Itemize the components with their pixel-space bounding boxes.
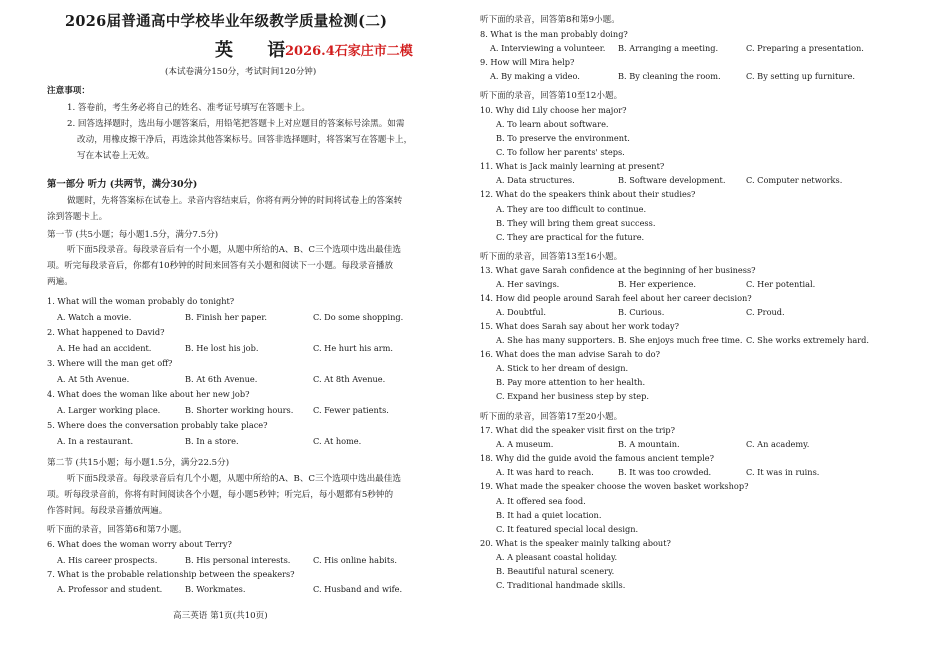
- option-c: C. It was in ruins.: [746, 467, 820, 477]
- exam-title: 2026届普通高中学校毕业年级教学质量检测(二): [65, 13, 388, 30]
- option-c: C. She works extremely hard.: [746, 335, 870, 345]
- section1-intro-2: 项。听完每段录音后，你都有10秒钟的时间来回答有关小题和阅读下一小题。每段录音播放: [47, 261, 394, 271]
- question-text: 3. Where will the man get off?: [47, 358, 173, 368]
- option-a: A. To learn about software.: [496, 119, 609, 129]
- question-text: 18. Why did the guide avoid the famous ancient temple?: [480, 453, 715, 463]
- option-b: B. Her experience.: [618, 279, 696, 289]
- question-text: 5. Where does the conversation probably take place?: [47, 420, 268, 430]
- score-time: (本试卷满分150分，考试时间120分钟): [165, 67, 317, 77]
- note-item-2-cont: 改动，用橡皮擦干净后，再选涂其他答案标号。回答非选择题时，将答案写在答题卡上，: [77, 135, 413, 145]
- listen-8-9: 听下面的录音，回答第8和第9小题。: [480, 15, 620, 25]
- option-a: A. He had an accident.: [57, 343, 152, 353]
- listen-10-12: 听下面的录音，回答第10至12小题。: [480, 91, 623, 101]
- option-c: C. His online habits.: [313, 555, 398, 565]
- question-text: 1. What will the woman probably do tonight?: [47, 296, 235, 306]
- option-b: B. He lost his job.: [185, 343, 259, 353]
- notes-heading: 注意事项：: [47, 86, 90, 96]
- option-a: A. They are too difficult to continue.: [496, 204, 647, 214]
- option-a: A. Larger working place.: [57, 405, 161, 415]
- option-b: B. Pay more attention to her health.: [496, 377, 646, 387]
- option-c: C. Expand her business step by step.: [496, 391, 649, 401]
- option-a: A. Professor and student.: [57, 584, 163, 594]
- option-b: B. It was too crowded.: [618, 467, 712, 477]
- page-footer: 高三英语 第1页(共10页): [173, 611, 268, 621]
- option-a: A. In a restaurant.: [57, 436, 134, 446]
- option-a: A. It offered sea food.: [496, 496, 586, 506]
- option-a: A. Interviewing a volunteer.: [490, 43, 606, 53]
- section1-intro-1: 听下面5段录音。每段录音后有一个小题，从题中所给的A、B、C三个选项中选出最佳选: [67, 245, 401, 255]
- option-c: C. By setting up furniture.: [746, 71, 855, 81]
- question-text: 12. What do the speakers think about their studies?: [480, 189, 696, 199]
- option-b: B. A mountain.: [618, 439, 680, 449]
- part1-intro-1: 做题时，先将答案标在试卷上。录音内容结束后，你将有两分钟的时间将试卷上的答案转: [67, 196, 403, 206]
- option-c: C. At home.: [313, 436, 362, 446]
- section2-intro-1: 听下面5段录音。每段录音后有几个小题，从题中所给的A、B、C三个选项中选出最佳选: [67, 474, 401, 484]
- option-a: A. Stick to her dream of design.: [496, 363, 629, 373]
- option-b: B. Finish her paper.: [185, 312, 267, 322]
- question-text: 8. What is the man probably doing?: [480, 29, 628, 39]
- question-text: 9. How will Mira help?: [480, 57, 575, 67]
- option-c: C. At 8th Avenue.: [313, 374, 386, 384]
- part1-heading: 第一部分 听力 (共两节，满分30分): [47, 179, 198, 190]
- option-a: A. By making a video.: [490, 71, 580, 81]
- option-c: C. Husband and wife.: [313, 584, 403, 594]
- option-b: B. His personal interests.: [185, 555, 291, 565]
- option-b: B. Arranging a meeting.: [618, 43, 719, 53]
- option-a: A. At 5th Avenue.: [57, 374, 130, 384]
- note-item-2-cont2: 写在本试卷上无效。: [77, 151, 155, 161]
- section2-heading: 第二节 (共15小题；每小题1.5分，满分22.5分): [47, 458, 230, 468]
- option-a: A. Her savings.: [496, 279, 560, 289]
- option-c: C. Preparing a presentation.: [746, 43, 864, 53]
- option-a: A. A museum.: [496, 439, 554, 449]
- option-b: B. It had a quiet location.: [496, 510, 602, 520]
- listen-13-16: 听下面的录音，回答第13至16小题。: [480, 252, 623, 262]
- option-c: C. Proud.: [746, 307, 785, 317]
- section2-intro-2: 项。听每段录音前，你将有时间阅读各个小题，每小题5秒钟；听完后，每小题都有5秒钟的: [47, 490, 394, 500]
- option-b: B. Curious.: [618, 307, 665, 317]
- option-c: C. Do some shopping.: [313, 312, 404, 322]
- option-c: C. An academy.: [746, 439, 810, 449]
- option-b: B. At 6th Avenue.: [185, 374, 258, 384]
- question-text: 16. What does the man advise Sarah to do?: [480, 349, 660, 359]
- listen-17-20: 听下面的录音，回答第17至20小题。: [480, 412, 623, 422]
- option-a: A. His career prospects.: [57, 555, 158, 565]
- question-text: 7. What is the probable relationship between the speakers?: [47, 569, 295, 579]
- option-a: A. She has many supporters.: [496, 335, 616, 345]
- question-text: 2. What happened to David?: [47, 327, 165, 337]
- option-b: B. They will bring them great success.: [496, 218, 656, 228]
- option-a: A. Doubtful.: [496, 307, 546, 317]
- option-b: B. Beautiful natural scenery.: [496, 566, 615, 576]
- option-b: B. Software development.: [618, 175, 726, 185]
- part1-intro-2: 涂到答题卡上。: [47, 212, 108, 222]
- option-a: A. Data structures.: [496, 175, 575, 185]
- option-a: A. It was hard to reach.: [496, 467, 594, 477]
- option-b: B. To preserve the environment.: [496, 133, 630, 143]
- question-text: 13. What gave Sarah confidence at the beginning of her business?: [480, 265, 756, 275]
- question-text: 19. What made the speaker choose the woven basket workshop?: [480, 481, 749, 491]
- option-a: A. A pleasant coastal holiday.: [496, 552, 618, 562]
- option-c: C. He hurt his arm.: [313, 343, 393, 353]
- note-item-1: 1. 答卷前，考生务必将自己的姓名、准考证号填写在答题卡上。: [67, 103, 310, 113]
- section1-heading: 第一节 (共5小题；每小题1.5分，满分7.5分): [47, 230, 219, 240]
- option-b: B. Workmates.: [185, 584, 246, 594]
- option-c: C. Traditional handmade skills.: [496, 580, 626, 590]
- question-text: 6. What does the woman worry about Terry?: [47, 539, 232, 549]
- option-a: A. Watch a movie.: [57, 312, 132, 322]
- subject-title: 英 语: [215, 40, 300, 61]
- question-text: 17. What did the speaker visit first on the trip?: [480, 425, 675, 435]
- option-b: B. In a store.: [185, 436, 239, 446]
- note-item-2: 2. 回答选择题时，选出每小题答案后，用铅笔把答题卡上对应题目的答案标号涂黑。如需: [67, 119, 405, 129]
- listen-6-7: 听下面的录音，回答第6和第7小题。: [47, 525, 187, 535]
- option-c: C. Fewer patients.: [313, 405, 389, 415]
- option-b: B. Shorter working hours.: [185, 405, 294, 415]
- question-text: 11. What is Jack mainly learning at present?: [480, 161, 665, 171]
- option-c: C. Computer networks.: [746, 175, 843, 185]
- question-text: 10. Why did Lily choose her major?: [480, 105, 627, 115]
- option-b: B. She enjoys much free time.: [618, 335, 743, 345]
- option-b: B. By cleaning the room.: [618, 71, 721, 81]
- option-c: C. They are practical for the future.: [496, 232, 645, 242]
- question-text: 4. What does the woman like about her new job?: [47, 389, 250, 399]
- section1-intro-3: 两遍。: [47, 277, 73, 287]
- option-c: C. Her potential.: [746, 279, 816, 289]
- option-c: C. To follow her parents' steps.: [496, 147, 625, 157]
- option-c: C. It featured special local design.: [496, 524, 639, 534]
- question-text: 20. What is the speaker mainly talking about?: [480, 538, 671, 548]
- section2-intro-3: 作答时间。每段录音播放两遍。: [47, 506, 168, 516]
- question-text: 14. How did people around Sarah feel about her career decision?: [480, 293, 752, 303]
- exam-stamp: 2026.4石家庄市二模: [285, 44, 413, 59]
- question-text: 15. What does Sarah say about her work today?: [480, 321, 680, 331]
